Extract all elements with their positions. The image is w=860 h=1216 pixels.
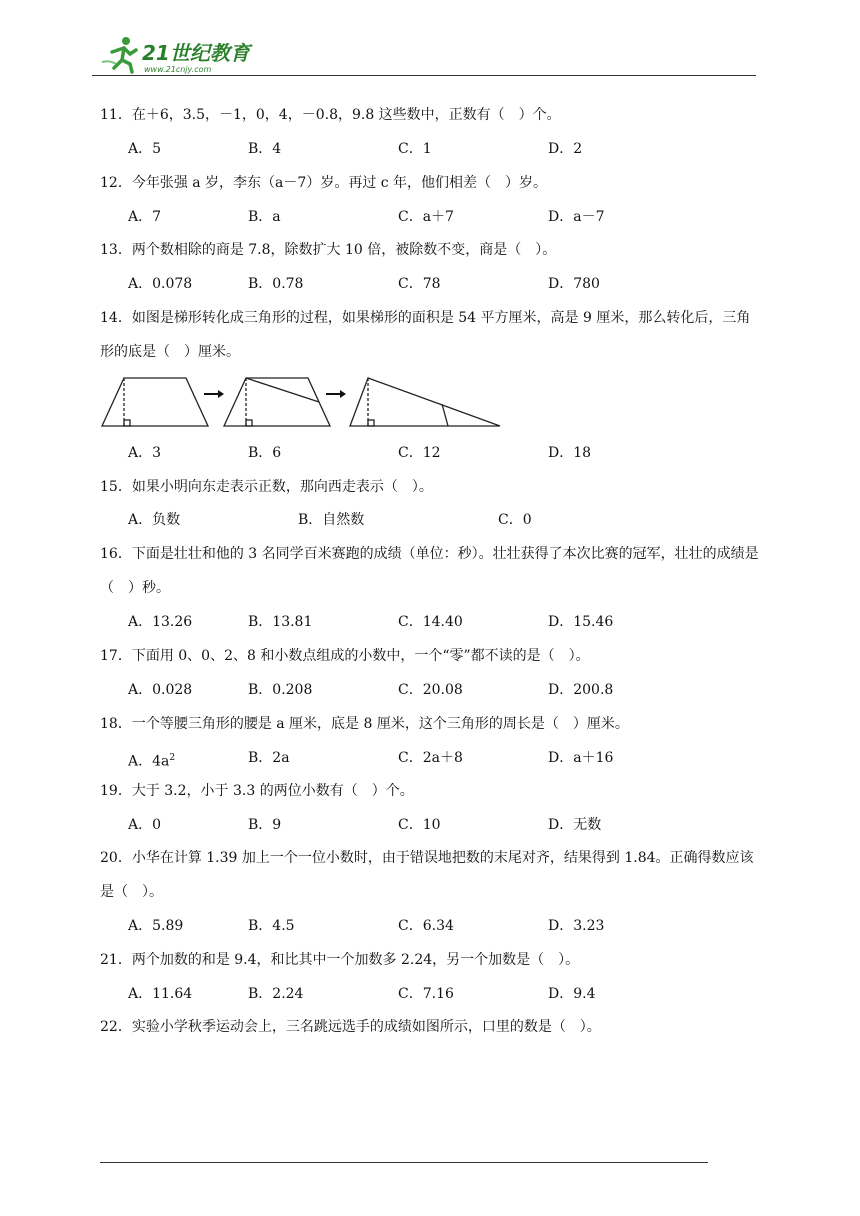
option-d: D．780	[548, 276, 600, 292]
option-b: B．13.81	[248, 614, 313, 630]
logo-url: www.21cnjy.com	[144, 65, 212, 74]
runner-icon	[102, 37, 136, 72]
option-b: B．2a	[248, 750, 290, 766]
option-b: B．a	[248, 209, 281, 225]
option-d: D．3.23	[548, 918, 605, 934]
option-a: A．0.028	[128, 682, 193, 698]
question-12-options	[128, 207, 688, 227]
trapezoid-cut-shape	[224, 378, 330, 426]
cut-line	[246, 378, 319, 402]
superscript: 2	[169, 753, 176, 763]
option-c: C．12	[398, 445, 441, 461]
header-rule	[92, 75, 756, 76]
trapezoid-to-triangle-figure	[100, 372, 510, 430]
option-a: A．5.89	[128, 918, 184, 934]
option-a: A．负数	[128, 512, 181, 528]
question-13-stem: 13．两个数相除的商是 7.8，除数扩大 10 倍，被除数不变，商是（ ）。	[100, 242, 557, 258]
option-a: A．11.64	[128, 986, 193, 1002]
question-12-stem: 12．今年张强 a 岁，李东（a－7）岁。再过 c 年，他们相差（ ）岁。	[100, 175, 548, 191]
question-19-stem: 19．大于 3.2，小于 3.3 的两位小数有（ ）个。	[100, 783, 414, 799]
option-b: B．4.5	[248, 918, 295, 934]
question-18-options	[128, 748, 688, 768]
option-d: D．a＋16	[548, 750, 614, 766]
logo-21cnjy	[96, 32, 266, 76]
logo-text: 21世纪教育	[142, 41, 250, 65]
option-c: C．2a＋8	[398, 750, 463, 766]
question-11-stem: 11．在＋6，3.5，－1，0，4，－0.8，9.8 这些数中，正数有（ ）个。	[100, 107, 561, 123]
option-b: B．2.24	[248, 986, 304, 1002]
option-a: A．5	[128, 141, 162, 157]
question-16-stem: 16．下面是壮壮和他的 3 名同学百米赛跑的成绩（单位：秒）。壮壮获得了本次比赛的冠军，壮壮的成绩是（ ）秒。	[100, 546, 759, 596]
question-21-options	[128, 984, 688, 1004]
option-a-text: A．4a	[128, 753, 170, 770]
option-d: D．a－7	[548, 209, 605, 225]
option-c: C．10	[398, 817, 441, 833]
question-11-options	[128, 139, 688, 159]
option-a: A．0	[128, 817, 162, 833]
trapezoid-shape	[102, 378, 208, 426]
option-b: B．0.208	[248, 682, 313, 698]
option-d: D．无数	[548, 817, 602, 833]
option-c: C．a＋7	[398, 209, 454, 225]
question-20-options	[128, 916, 688, 936]
page-header	[92, 30, 756, 80]
question-17-stem: 17．下面用 0、0、2、8 和小数点组成的小数中，一个“零”都不读的是（ ）。	[100, 648, 590, 664]
right-angle-mark	[124, 420, 130, 426]
right-angle-mark	[368, 420, 374, 426]
option-c: C．14.40	[398, 614, 463, 630]
option-c: C．1	[398, 141, 432, 157]
question-18-stem: 18．一个等腰三角形的腰是 a 厘米，底是 8 厘米，这个三角形的周长是（ ）厘米。	[100, 716, 629, 732]
question-17-options	[128, 680, 688, 700]
option-b: B．0.78	[248, 276, 304, 292]
triangle-shape	[350, 378, 500, 426]
question-16-options	[128, 612, 688, 632]
arrow-icon	[204, 390, 224, 398]
option-d: D．200.8	[548, 682, 614, 698]
option-a: A．13.26	[128, 614, 193, 630]
question-14-options	[128, 443, 688, 463]
option-c: C．7.16	[398, 986, 454, 1002]
question-15-stem: 15．如果小明向东走表示正数，那向西走表示（ ）。	[100, 479, 433, 495]
option-c: C．6.34	[398, 918, 454, 934]
option-d: D．2	[548, 141, 583, 157]
question-14-stem: 14．如图是梯形转化成三角形的过程，如果梯形的面积是 54 平方厘米，高是 9 厘米，那么转化后，三角形的底是（ ）厘米。	[100, 310, 751, 360]
option-a	[128, 748, 175, 772]
option-c: C．20.08	[398, 682, 463, 698]
option-b: B．9	[248, 817, 282, 833]
option-d: D．15.46	[548, 614, 614, 630]
question-13-options	[128, 274, 688, 294]
option-c: C．78	[398, 276, 441, 292]
footer-rule	[100, 1162, 708, 1163]
question-20-stem: 20．小华在计算 1.39 加上一个一位小数时，由于错误地把数的末尾对齐，结果得到 1.84。正确得数应该是（ ）。	[100, 850, 754, 900]
question-21-stem: 21．两个加数的和是 9.4，和比其中一个加数多 2.24，另一个加数是（ ）。	[100, 952, 580, 968]
option-d: D．9.4	[548, 986, 596, 1002]
option-d: D．18	[548, 445, 592, 461]
option-b: B．自然数	[298, 512, 365, 528]
option-a: A．0.078	[128, 276, 193, 292]
option-a: A．3	[128, 445, 162, 461]
question-19-options	[128, 815, 688, 835]
arrow-icon	[326, 390, 346, 398]
question-22-stem: 22．实验小学秋季运动会上，三名跳远选手的成绩如图所示，口里的数是（ ）。	[100, 1019, 601, 1035]
option-b: B．4	[248, 141, 282, 157]
question-15-options	[128, 510, 688, 530]
right-angle-mark	[246, 420, 252, 426]
option-a: A．7	[128, 209, 162, 225]
option-b: B．6	[248, 445, 282, 461]
option-c: C．0	[498, 512, 532, 528]
